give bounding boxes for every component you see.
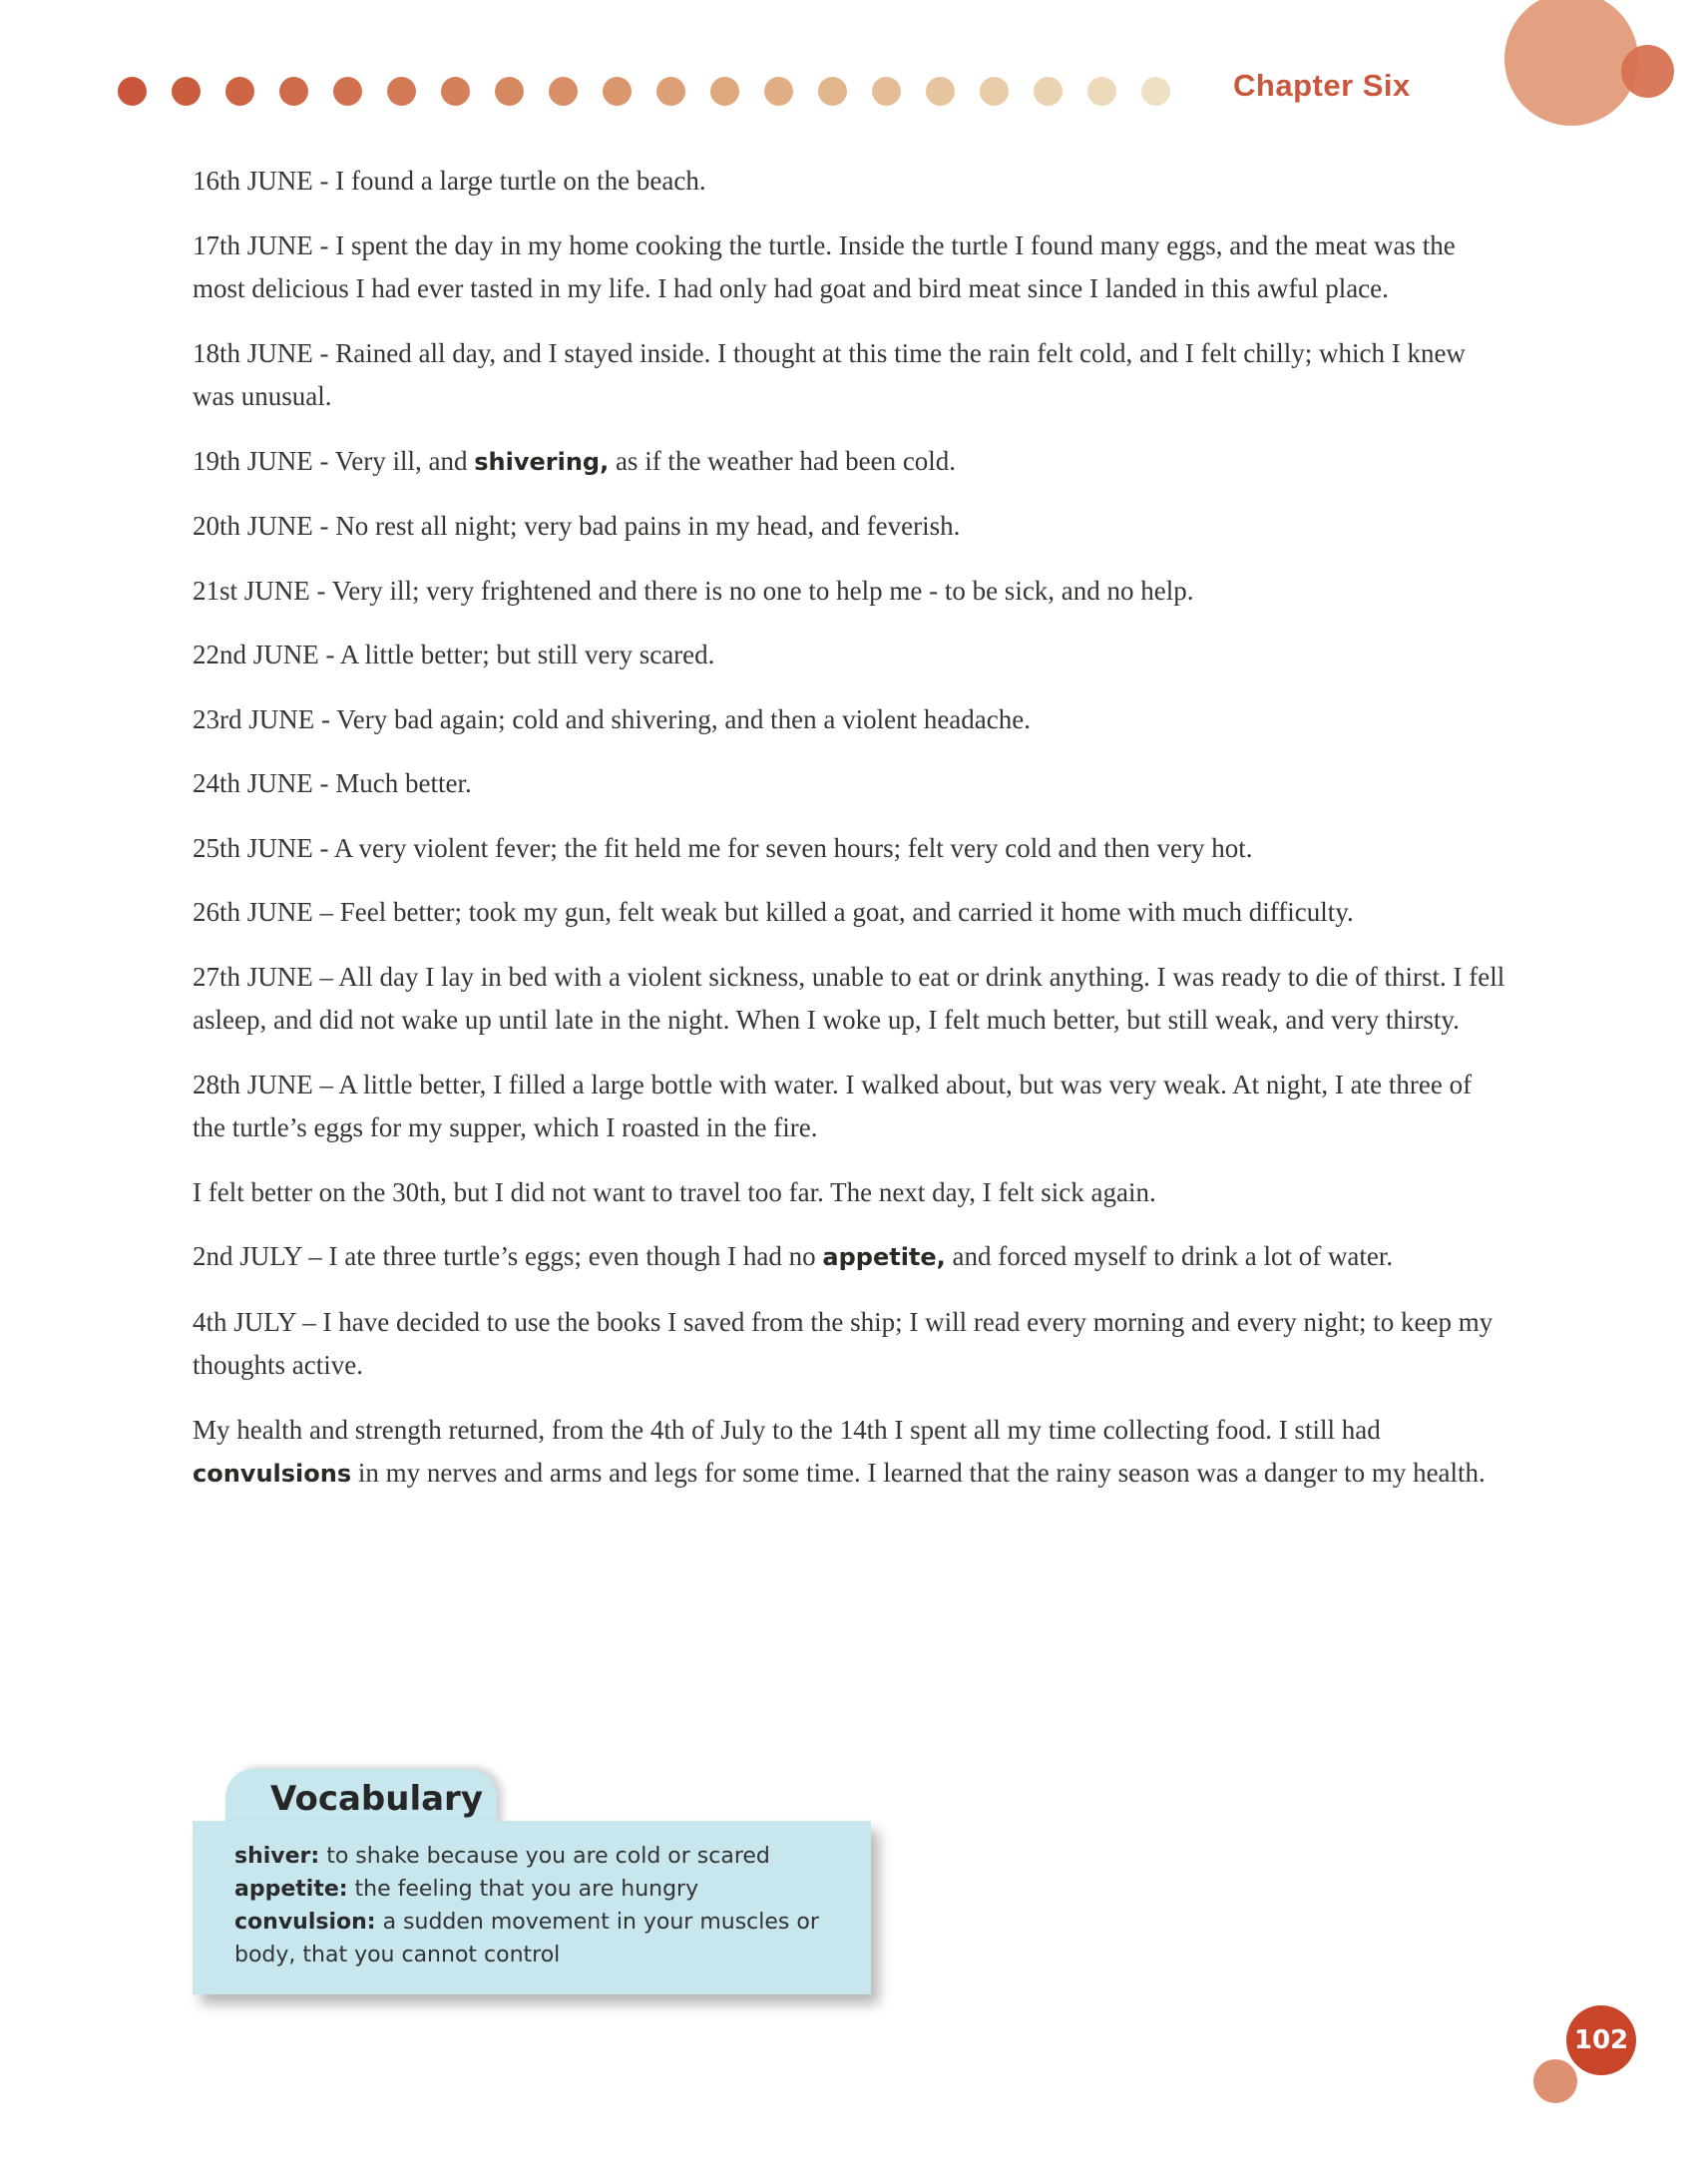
paragraph-text: 27th JUNE – All day I lay in bed with a violent sickness, unable to eat or drink anything. I was ready to die of thirst. I fell asleep, and did not wake up until late in the night. When I woke up, I felt much better, but still weak, and very thirsty. — [193, 961, 1505, 1035]
paragraph-text: 16th JUNE - I found a large turtle on the beach. — [193, 166, 706, 196]
header-dot — [1141, 77, 1170, 106]
vocabulary-title: Vocabulary — [270, 1779, 483, 1819]
header-dot — [980, 77, 1009, 106]
paragraph-text: 4th JULY – I have decided to use the books I saved from the ship; I will read every morning and every night; to keep my thoughts active. — [193, 1306, 1494, 1380]
diary-paragraph — [193, 956, 1509, 1043]
page-number-badge — [1566, 2005, 1636, 2075]
paragraph-text: and forced myself to drink a lot of water. — [945, 1241, 1394, 1271]
decorative-circle-small — [1621, 45, 1674, 98]
diary-paragraph — [193, 1235, 1509, 1280]
header-dot — [764, 77, 793, 106]
paragraph-text: 28th JUNE – A little better, I filled a large bottle with water. I walked about, but was very weak. At night, I ate three of the turtle’s eggs for my supper, which I roasted in the fire. — [193, 1069, 1473, 1142]
header-dot — [279, 77, 308, 106]
vocab-definition: a sudden movement in your muscles or body, that you cannot control — [234, 1910, 819, 1967]
header-dot — [387, 77, 416, 106]
paragraph-text: 23rd JUNE - Very bad again; cold and shivering, and then a violent headache. — [193, 703, 1031, 734]
header-dot — [1087, 77, 1116, 106]
diary-paragraph — [193, 440, 1509, 485]
paragraph-text: 24th JUNE - Much better. — [193, 768, 472, 798]
paragraph-text: in my nerves and arms and legs for some time. I learned that the rainy season was a danger to my health. — [351, 1458, 1486, 1488]
paragraph-text: 2nd JULY – I ate three turtle’s eggs; even though I had no — [193, 1241, 823, 1271]
diary-paragraph — [193, 332, 1509, 419]
header-dot — [225, 77, 254, 106]
diary-paragraph — [193, 1064, 1509, 1150]
vocab-highlight-word: convulsions — [193, 1460, 352, 1488]
paragraph-text: My health and strength returned, from the 4th of July to the 14th I spent all my time collecting food. I still had — [193, 1414, 1381, 1445]
paragraph-text: 20th JUNE - No rest all night; very bad pains in my head, and feverish. — [193, 511, 961, 541]
page-number: 102 — [1573, 2025, 1629, 2055]
vocab-entry — [234, 1840, 843, 1873]
header-dot — [872, 77, 901, 106]
diary-paragraph — [193, 827, 1509, 871]
paragraph-text: 18th JUNE - Rained all day, and I stayed inside. I thought at this time the rain felt cold, and I felt chilly; which I knew was unusual. — [193, 337, 1466, 411]
header-dot-row — [118, 76, 1170, 106]
vocab-highlight-word: shivering, — [474, 447, 610, 476]
decorative-circle-large — [1504, 0, 1638, 126]
page-number-decor-circle — [1533, 2059, 1577, 2103]
paragraph-text: as if the weather had been cold. — [609, 445, 957, 476]
paragraph-text: 26th JUNE – Feel better; took my gun, felt weak but killed a goat, and carried it home with much difficulty. — [193, 897, 1354, 927]
diary-paragraph — [193, 505, 1509, 549]
header-dot — [1034, 77, 1063, 106]
header-dot — [495, 77, 524, 106]
diary-paragraph — [193, 160, 1509, 204]
header-dot — [549, 77, 578, 106]
header-dot — [710, 77, 739, 106]
diary-paragraph — [193, 1171, 1509, 1215]
header-dot — [333, 77, 362, 106]
chapter-title: Chapter Six — [1233, 68, 1411, 103]
header-dot — [118, 77, 147, 106]
diary-paragraph — [193, 762, 1509, 806]
vocab-term: appetite: — [234, 1877, 348, 1902]
diary-paragraph — [193, 1409, 1509, 1497]
header-dot — [656, 77, 685, 106]
diary-paragraph — [193, 224, 1509, 311]
paragraph-text: 19th JUNE - Very ill, and — [193, 445, 475, 476]
vocab-term: convulsion: — [234, 1910, 376, 1935]
paragraph-text: 21st JUNE - Very ill; very frightened and there is no one to help me - to be sick, and no help. — [193, 575, 1194, 606]
vocab-definition: the feeling that you are hungry — [347, 1877, 699, 1902]
diary-paragraph — [193, 891, 1509, 935]
paragraph-text: I felt better on the 30th, but I did not want to travel too far. The next day, I felt sick again. — [193, 1176, 1156, 1207]
diary-paragraph — [193, 570, 1509, 614]
header-dot — [926, 77, 955, 106]
header-dot — [441, 77, 470, 106]
vocabulary-box — [193, 1769, 871, 1994]
diary-paragraph — [193, 1301, 1509, 1388]
vocab-entry — [234, 1906, 843, 1971]
header-dot — [172, 77, 201, 106]
paragraph-text: 17th JUNE - I spent the day in my home cooking the turtle. Inside the turtle I found many eggs, and the meat was the most delicious I had ever tasted in my life. I had only had goat and bird meat since I landed in this awful place. — [193, 229, 1456, 303]
header-dot — [603, 77, 632, 106]
vocab-entry — [234, 1873, 843, 1906]
paragraph-text: 22nd JUNE - A little better; but still very scared. — [193, 640, 715, 669]
paragraph-text: 25th JUNE - A very violent fever; the fit held me for seven hours; felt very cold and then very hot. — [193, 832, 1253, 863]
vocab-highlight-word: appetite, — [822, 1243, 946, 1271]
vocab-definition: to shake because you are cold or scared — [319, 1844, 770, 1869]
header-dot — [818, 77, 847, 106]
vocabulary-definitions — [234, 1840, 843, 1971]
diary-body — [193, 160, 1509, 1518]
diary-paragraph — [193, 698, 1509, 742]
diary-paragraph — [193, 634, 1509, 677]
vocab-term: shiver: — [234, 1844, 320, 1869]
